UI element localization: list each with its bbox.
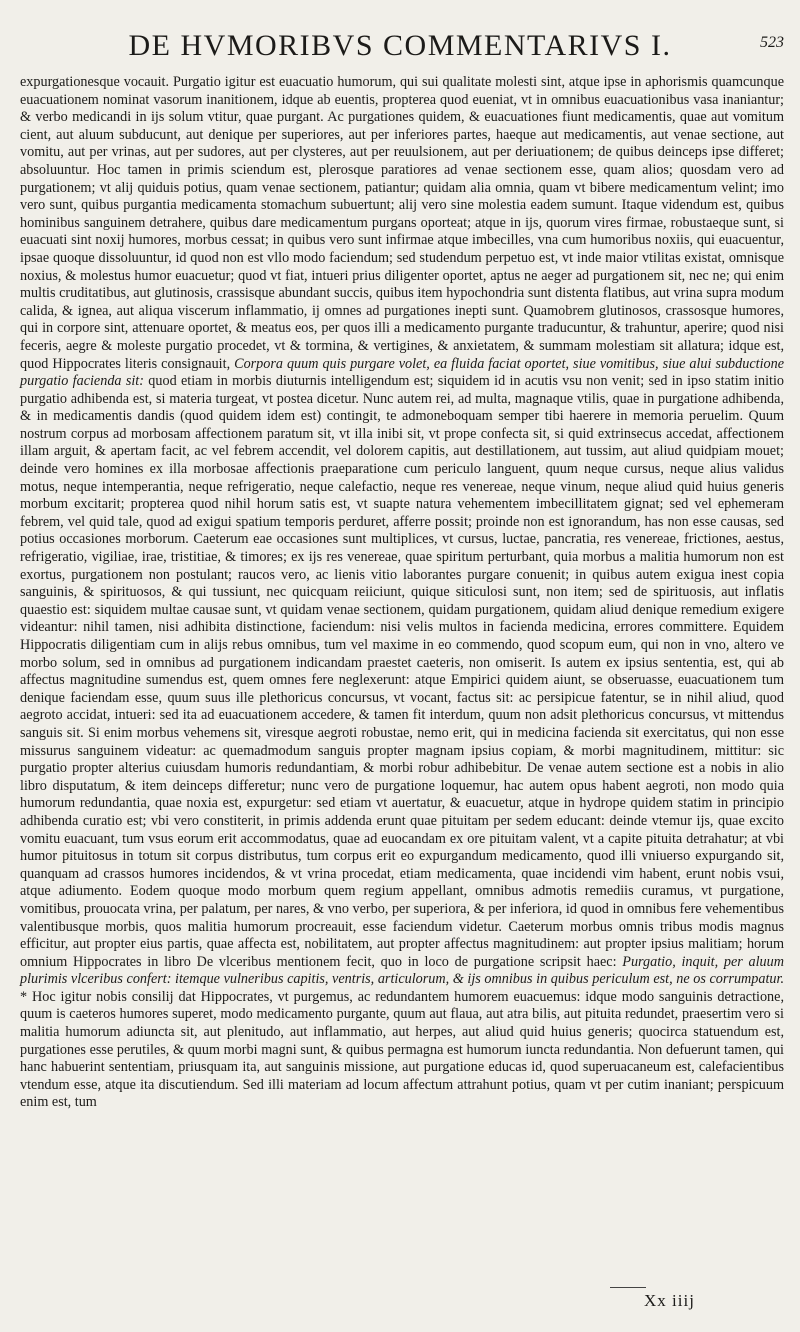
running-title: DE HVMORIBVS COMMENTARIVS I. (128, 29, 672, 62)
signature-rule (610, 1287, 646, 1288)
hippocrates-quote-1: Corpora quum quis purgare volet, ea fluida faciat oportet, siue vomitibus, siue alui subductione purgatio facienda sit: (20, 355, 785, 390)
body-paragraph (20, 74, 784, 1112)
page-header (0, 28, 800, 68)
main-text (20, 74, 784, 1112)
hippocrates-quote-2: Purgatio, inquit, per aluum plurimis vlceribus confert: itemque vulneribus capitis, ventris, articulorum, & ijs omnibus in quibus periculum est, ne os corrumpatur. (20, 953, 784, 988)
signature-mark: Xx iiij (644, 1291, 695, 1310)
body-text-part-3: * Hoc igitur nobis consilij dat Hippocrates, vt purgemus, ac redundantem humorem euacuemus: idque modo sanguinis detractione, quum is caeteros humores superet, modo medicamento purgante, quum aut flaua, aut atra bilis, aut pituita redundet, praesertim vero si malitia humorum adiuncta sit, aut plenitudo, aut inflammatio, aut herpes, aut aliud quid huius generis; quocirca statuendum est, purgationes esse perutiles, & quum morbi magni sunt, & quibus permagna est humorum iuncta redundantia. Non defuerunt tamen, qui hanc habuerint sententiam, priusquam ita, aut sanguinis missione, aut purgatione educas id, quod superuacaneum est, calefacientibus vtendum esse, atque ita discutiendum. Sed illi materiam ad locum affectum attrahunt potius, quam vt per cutim inaniant; perspicuum enim est, tum (20, 988, 784, 1111)
page-number: 523 (760, 34, 784, 51)
body-text-part-1: expurgationesque vocauit. Purgatio igitur est euacuatio humorum, qui sui qualitate molesti sint, atque ipse in aphorismis quamcunque euacuationem nominat vasorum inanitionem, idque ab euentis, propterea quod eueniat, vt in omnibus euacuationibus vasa inaniantur; & verbo medicandi in ijs solum vtitur, quae purgant. Ac purgationes quidem, & euacuationes fiunt medicamentis, quae aut vomitum cient, aut aluum subducunt, aut denique per superiores, aut per inferiores partes, haeque aut medicamentis, aut venae sectione, aut vomitu, aut per vrinas, aut per sudores, aut per clysteres, aut per reuulsionem, aut per deriuationem; de quibus deinceps ipse differet; absoluuntur. Hoc tamen in primis sciendum est, plerosque paratiores ad venae sectionem esse, quam alios; quosdam vero ad purgationem; vt alij quiduis potius, quam venae sectionem, patiantur; quidam alia omnia, quam vt bibere medicamentum velint; imo vero sunt, quibus purgantia medicamenta stomachum subuertunt; alij vero sine molestia eadem sumunt. Itaque videndum est, quibus hominibus sanguinem detrahere, quibus dare medicamentum purgans oporteat; atque in ijs, quorum vires firmae, robustaeque sunt, si euacuati sint noxij humores, morbus cessat; in quibus vero sunt infirmae atque imbecilles, vna cum humoribus noxiis, qui euacuentur, ipsae quoque dissoluuntur, id quod non est vllo modo faciendum; sed studendum perpetuo est, vt inde maior vtilitas existat, omnisque noxius, & molestus humor euacuetur; quod vt fiat, intueri prius diligenter oportet, aptus ne aeger ad purgationem sit, nec ne; qui enim multis cruditatibus, aut glutinosis, crassisque abundant succis, quibus item hypochondria sunt distenta flatibus, aut vrina supra modum calida, & ignea, aut aliqua viscerum inflammatio, ij omnes ad purgationes inepti sunt. Quamobrem glutinosos, crassosque humores, qui in corpore sint, attenuare oportet, & meatus eos, per quos illi a medicamento purgante traducuntur, & trahuntur, aperire; quod nisi feceris, aegre & moleste purgatio procedet, vt & tormina, & vertigines, & anxietatem, & summam molestiam sit allatura; idque est, quod Hippocrates literis consignauit, (20, 74, 784, 372)
body-text-part-2: quod etiam in morbis diuturnis intelligendum est; siquidem id in acutis vsu non venit; sed in ipso statim initio purgatio adhibenda est, si materia turgeat, vt postea dicetur. Nunc autem rei, ad multa, magnaque vtilis, quae in purgatione adhibenda, & in medicamentis dandis (quod quidem idem est) contingit, te admoneboquam semper tibi haerere in memoria peruelim. Quum nostrum corpus ad morbosam affectionem paratum sit, vt illa inibi sit, vt prope confecta sit, si quid extrinsecus accedat, affectionem illam arguit, & apertam facit, ac vel febrem accendit, vel dolorem capitis, aut destillationem, aut tussim, aut aliud quidpiam mouet; deinde vero homines ex illa morbosae affectionis praeparatione cum periculo languent, quum neque cursus, neque alius validus motus, neque intemperantia, neque refrigeratio, neque calefactio, neque res venereae, neque vinum, neque aliud quid huius generis morbum excitarit; propterea quod nihil horum satis est, vt suapte natura vehementem imbecillitatem gignat; sed vel ephemeram febrem, vel quid tale, quod ad exigui spatium temporis perduret, afferre possit; proinde non est ignorandum, has non esse causas, sed potius occasiones morborum. Caeterum eae occasiones sunt multiplices, vt cursus, luctae, pancratia, res venereae, frictiones, aestus, refrigeratio, vigiliae, irae, tristitiae, & timores; ex ijs res venereae, quae spiritum perturbant, quia morbus a malitia humorum non est exortus, purgationem non postulant; raucos vero, ac lienis vitio laborantes purgare conuenit; in quibus autem exigua inest copia sanguinis, & spirituosos, & qui tussiunt, nec quicquam reiiciunt, quique siticulosi sunt, non item; sed de spirituosis, aut inflatis quaestio est: siquidem multae causae sunt, vt quidam venae sectionem, quidam purgationem, quidam aliud denique remedium exigere videantur: nihil tamen, nisi adhibita distinctione, faciendum: nisi velis multos in facienda medicina, errores committere. Equidem Hippocratis diligentiam cum in alijs rebus omnibus, tum vel maxime in eo commendo, quod scopum eum, qui non in vno, altero ve morbo solum, sed in omnibus ad purgationem indicandam praestet caeteris, non omiserit. Is autem ex ipsius sententia, est, qui ab affectus magnitudine sumendus est, quem omnes fere neglexerunt: atque Empirici quidem aiunt, se obseruasse, euacuationem tum denique faciendam esse, quum suus ille plethoricus concursus, vt vocant, factus sit: ac persipicue fatentur, se in nihil aliud, quod aegroto accidat, intueri: sed ita ad euacuationem accedere, & tamen fit interdum, quum non adsit plethoricus concursus, vt mittendus sanguis sit. Si enim morbus vehemens sit, viresque aegroti robustae, nemo erit, qui in medicina facienda sit exercitatus, qui non esse missurus sanguinem videatur: ac quemadmodum sanguis propter magnam ipsius copiam, & morbi magnitudinem, mittitur: sic purgatio propter alterius cuiusdam humoris redundantiam, & morbi robur adhibebitur. De venae autem sectione est a nobis in alio libro disputatum, & item deinceps differetur; nunc vero de purgatione loquemur, hac autem opus habent aegroti, non modo quia humorum redundantia, quae noxia est, expurgetur: sed etiam vt auertatur, & euacuetur, atque in hydrope quidem statim in principio adhibenda curatio est; vbi vero constiterit, in primis addenda erunt quae pituitam per sedem educant: deinde vtemur ijs, quae excito vomitu euacuant, tum vsus eorum erit accommodatus, quae ad euocandam ex ore pituitam valent, vt a capite pituita detrahatur; at vbi humor pituitosus in totum sit corpus distributus, tum corpus erit eo expurgandum medicamento, quod illi vniuerso expurgando sit, quanquam ad crassos humores incidendos, & vt vrina procedat, etiam medicamenta, quae incidendi vim habent, erunt nobis vsui, atque adiumento. Eodem quoque modo morbum quem regium appellant, omnibus admotis remediis curamus, vt purgatione, vomitibus, prouocata vrina, per palatum, per nares, & vno verbo, per superiora, & per inferiora, id quod in omnibus fere vehementibus valentibusque morbis, quos malitia humorum procreauit, esse faciendum videtur. Caeterum morbus omnis tribus modis magnus efficitur, aut propter eius partis, quae affecta est, nobilitatem, aut propter affectus magnitudinem: aut propter ipsius malitiam; horum omnium Hippocrates in libro De vlceribus mentionem fecit, quo in loco de purgatione scripsit haec: (20, 373, 784, 970)
